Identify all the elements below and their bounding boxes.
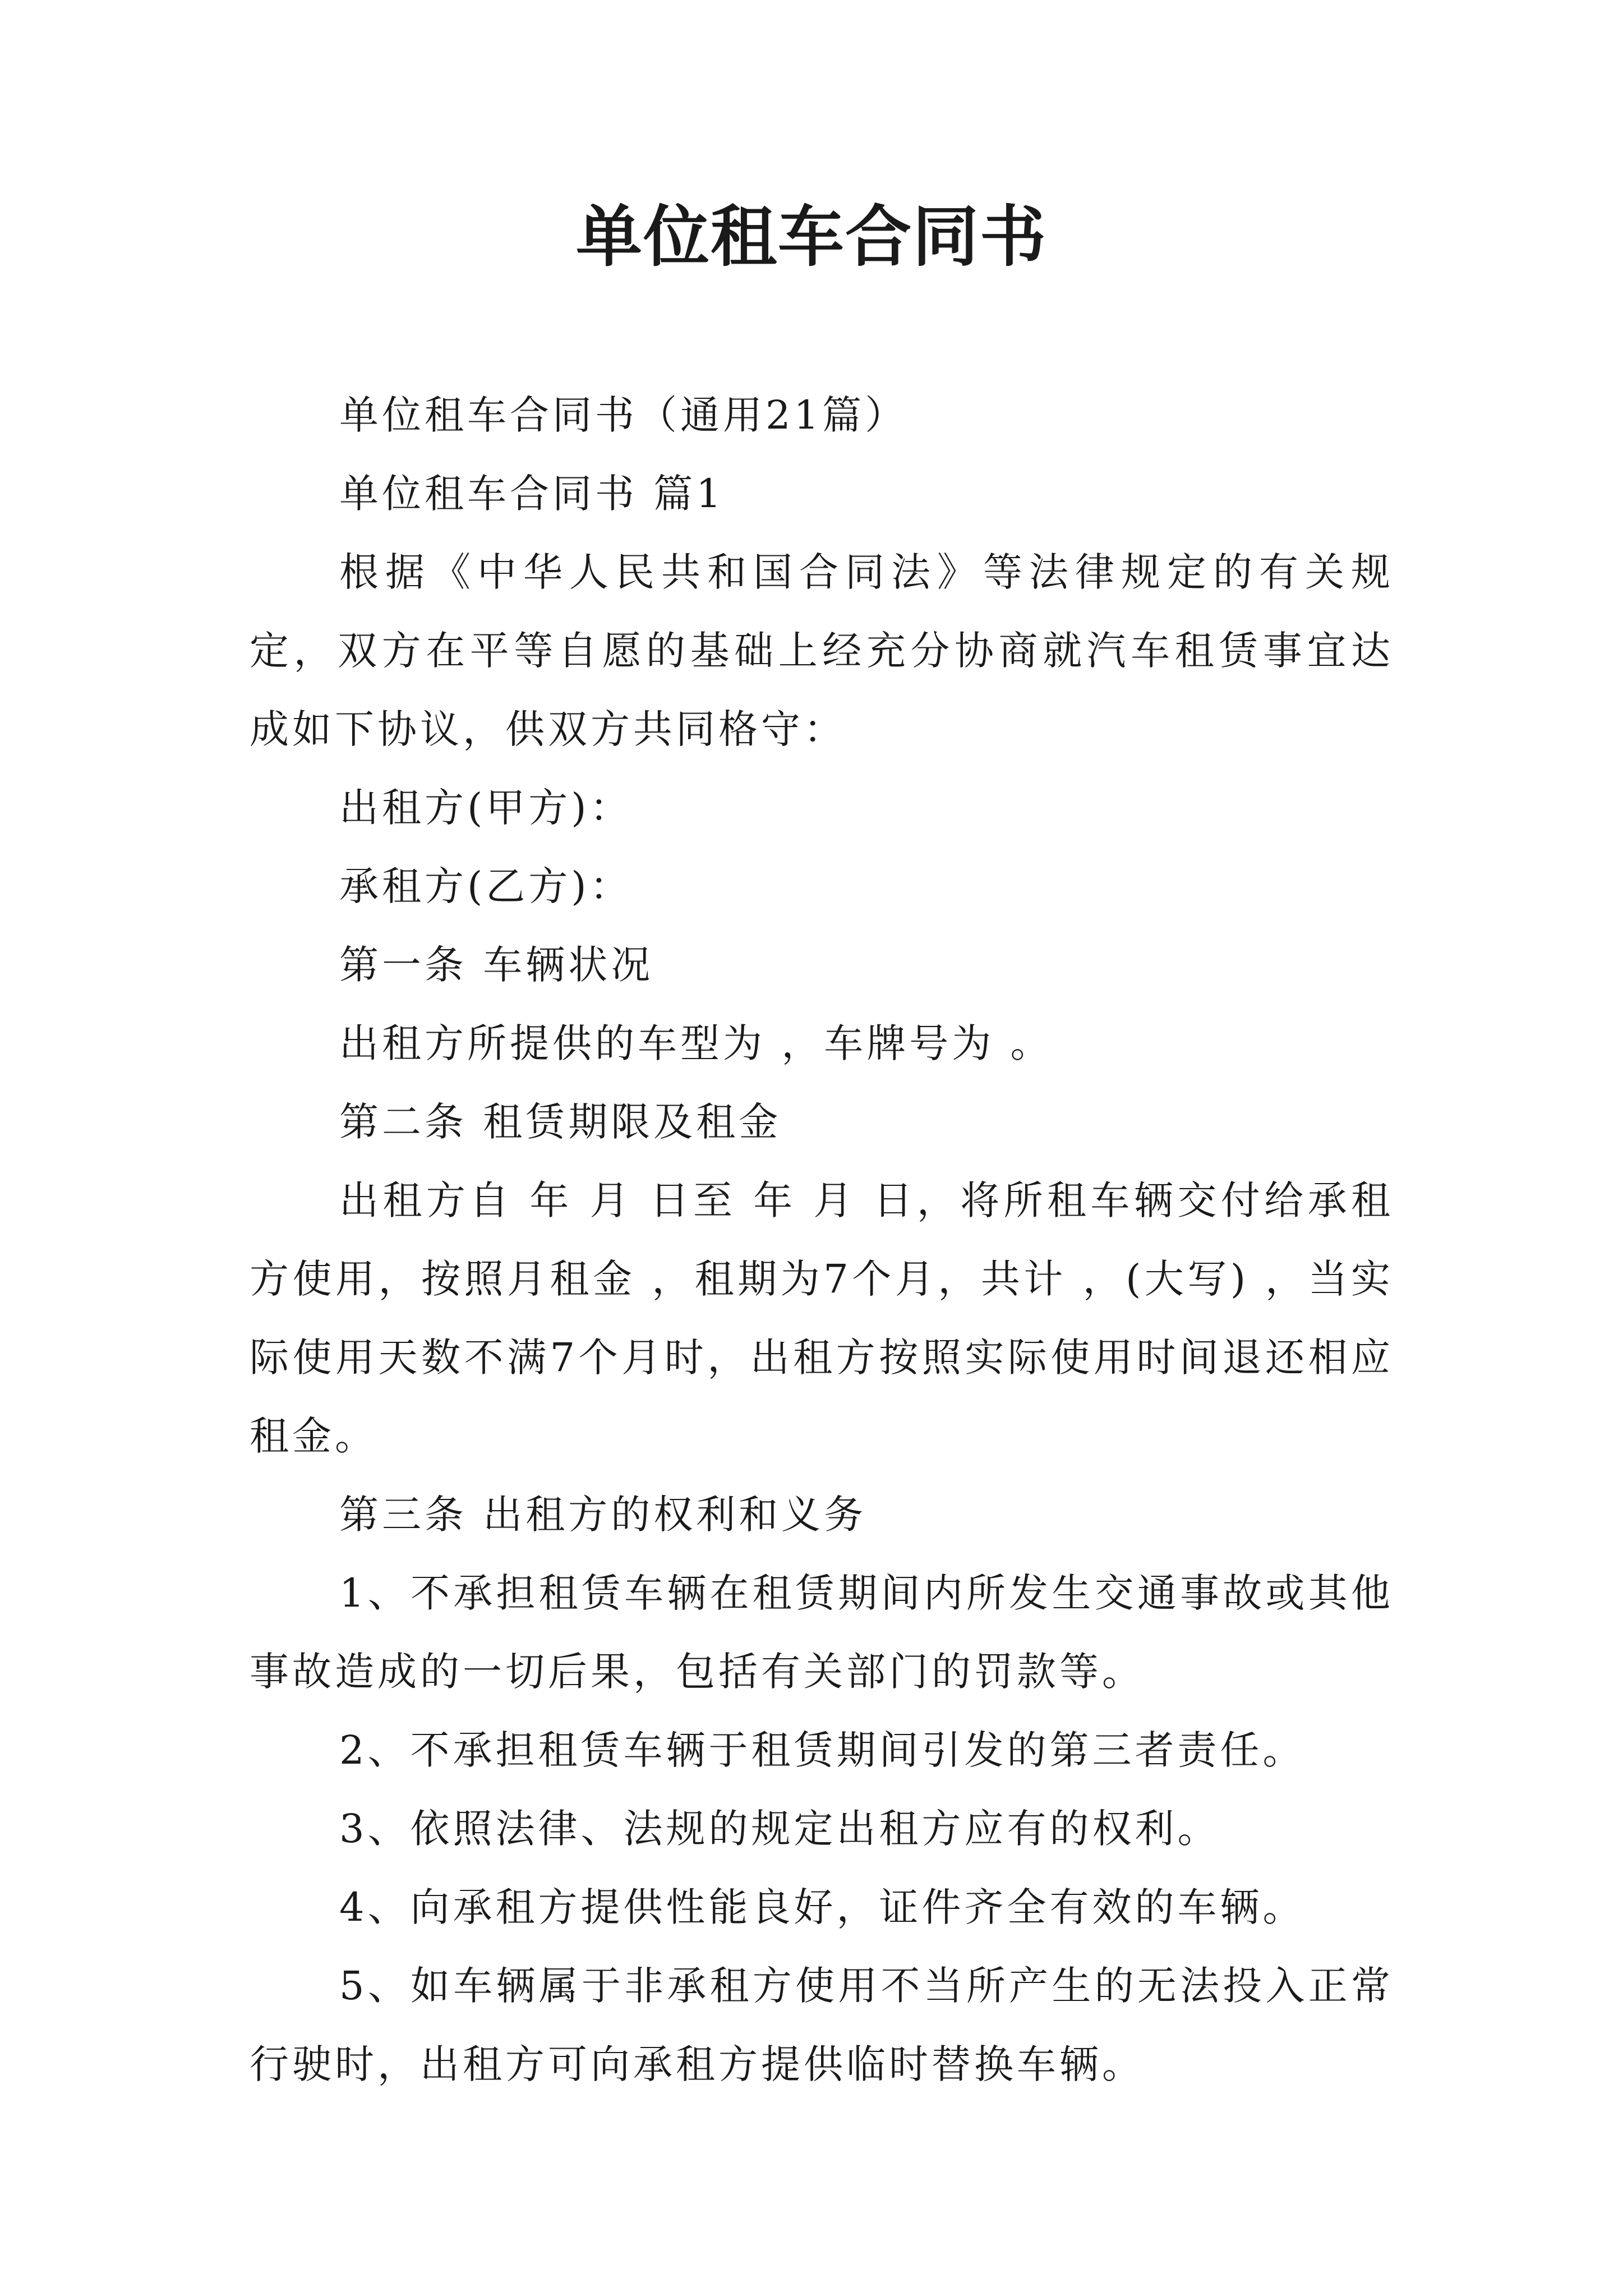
article-3-item-4: 4、向承租方提供性能良好，证件齐全有效的车辆。 [339, 1884, 1306, 1930]
paragraph-section-heading: 单位租车合同书 篇1 [339, 471, 725, 517]
article-2-text: 出租方自 年 月 日至 年 月 日，将所租车辆交付给承租方使用，按照月租金 ，租期为7个月，共计 ，(大写) ，当实际使用天数不满7个月时，出租方按照实际使用时间退还相应租金。 [250, 1177, 1394, 1459]
article-3-item-2: 2、不承担租赁车辆于租赁期间引发的第三者责任。 [339, 1727, 1306, 1773]
paragraph-preamble: 根据《中华人民共和国合同法》等法律规定的有关规定，双方在平等自愿的基础上经充分协商就汽车租赁事宜达成如下协议，供双方共同格守： [250, 549, 1394, 752]
document-body [250, 376, 1394, 2104]
article-3-item-1: 1、不承担租赁车辆在租赁期间内所发生交通事故或其他事故造成的一切后果，包括有关部门的罚款等。 [250, 1570, 1394, 1695]
article-1-text: 出租方所提供的车型为 ，车牌号为 。 [339, 1020, 1053, 1066]
article-2-heading: 第二条 租赁期限及租金 [339, 1099, 782, 1145]
article-3-heading: 第三条 出租方的权利和义务 [339, 1492, 867, 1538]
document-title: 单位租车合同书 [575, 197, 1047, 275]
article-3-item-3: 3、依照法律、法规的规定出租方应有的权利。 [339, 1806, 1220, 1852]
article-1-heading: 第一条 车辆状况 [339, 942, 654, 988]
paragraph-lessor: 出租方(甲方)： [339, 785, 633, 831]
article-3-item-5: 5、如车辆属于非承租方使用不当所产生的无法投入正常行驶时，出租方可向承租方提供临时替换车辆。 [250, 1963, 1394, 2087]
paragraph-subtitle: 单位租车合同书（通用21篇） [339, 392, 908, 438]
paragraph-lessee: 承租方(乙方)： [339, 863, 633, 909]
